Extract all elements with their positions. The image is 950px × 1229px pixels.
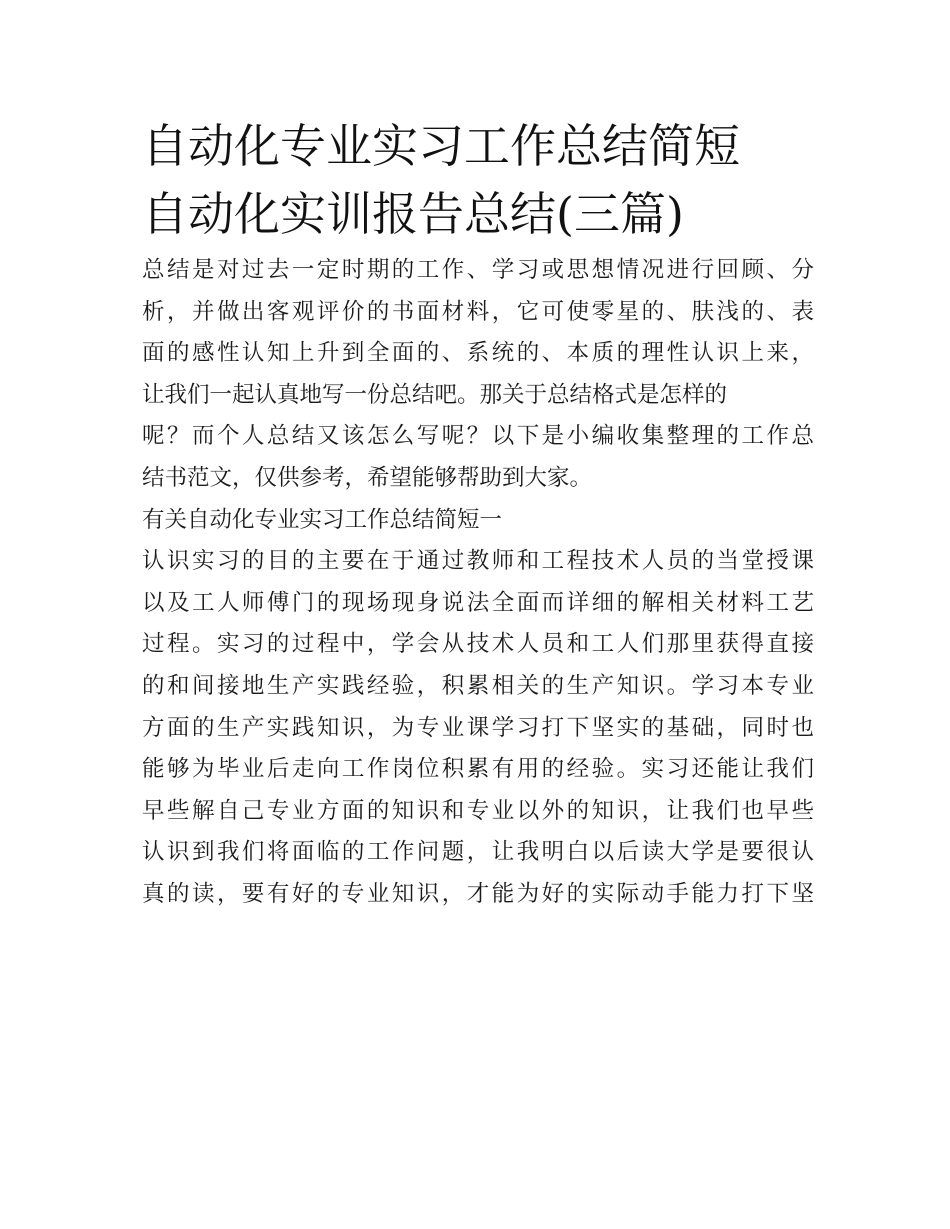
intro-paragraph (142, 250, 814, 500)
text-line: 认识到我们将面临的工作问题，让我明白以后读大学是要很认 (142, 839, 814, 866)
text-line: 让我们一起认真地写一份总结吧。那关于总结格式是怎样的 (142, 381, 728, 408)
text-line: 方面的生产实践知识，为专业课学习打下坚实的基础，同时也 (142, 714, 814, 741)
text-line: 早些解自己专业方面的知识和专业以外的知识，让我们也早些 (142, 797, 814, 824)
document-body (142, 112, 814, 916)
text-line: 真的读，要有好的专业知识，才能为好的实际动手能力打下坚 (142, 880, 814, 907)
text-line: 认识实习的目的主要在于通过教师和工程技术人员的当堂授课 (142, 548, 814, 575)
text-line: 呢？而个人总结又该怎么写呢？以下是小编收集整理的工作总 (142, 423, 814, 450)
text-line: 面的感性认知上升到全面的、系统的、本质的理性认识上来， (142, 340, 814, 367)
text-line: 过程。实习的过程中，学会从技术人员和工人们那里获得直接 (142, 631, 814, 658)
text-line: 总结是对过去一定时期的工作、学习或思想情况进行回顾、分 (142, 257, 814, 283)
text-line: 结书范文，仅供参考，希望能够帮助到大家。 (142, 464, 593, 491)
text-line: 析，并做出客观评价的书面材料，它可使零星的、肤浅的、表 (142, 298, 814, 325)
text-line: 的和间接地生产实践经验，积累相关的生产知识。学习本专业 (142, 672, 814, 699)
body-paragraph (142, 541, 814, 915)
title-line: 自动化实训报告总结(三篇) (142, 187, 684, 241)
title-line: 自动化专业实习工作总结简短 (142, 119, 740, 173)
text-line: 能够为毕业后走向工作岗位积累有用的经验。实习还能让我们 (142, 756, 814, 783)
section-heading: 有关自动化专业实习工作总结简短一 (142, 506, 503, 533)
text-line: 以及工人师傅门的现场现身说法全面而详细的解相关材料工艺 (142, 589, 814, 616)
document-title (142, 112, 814, 248)
